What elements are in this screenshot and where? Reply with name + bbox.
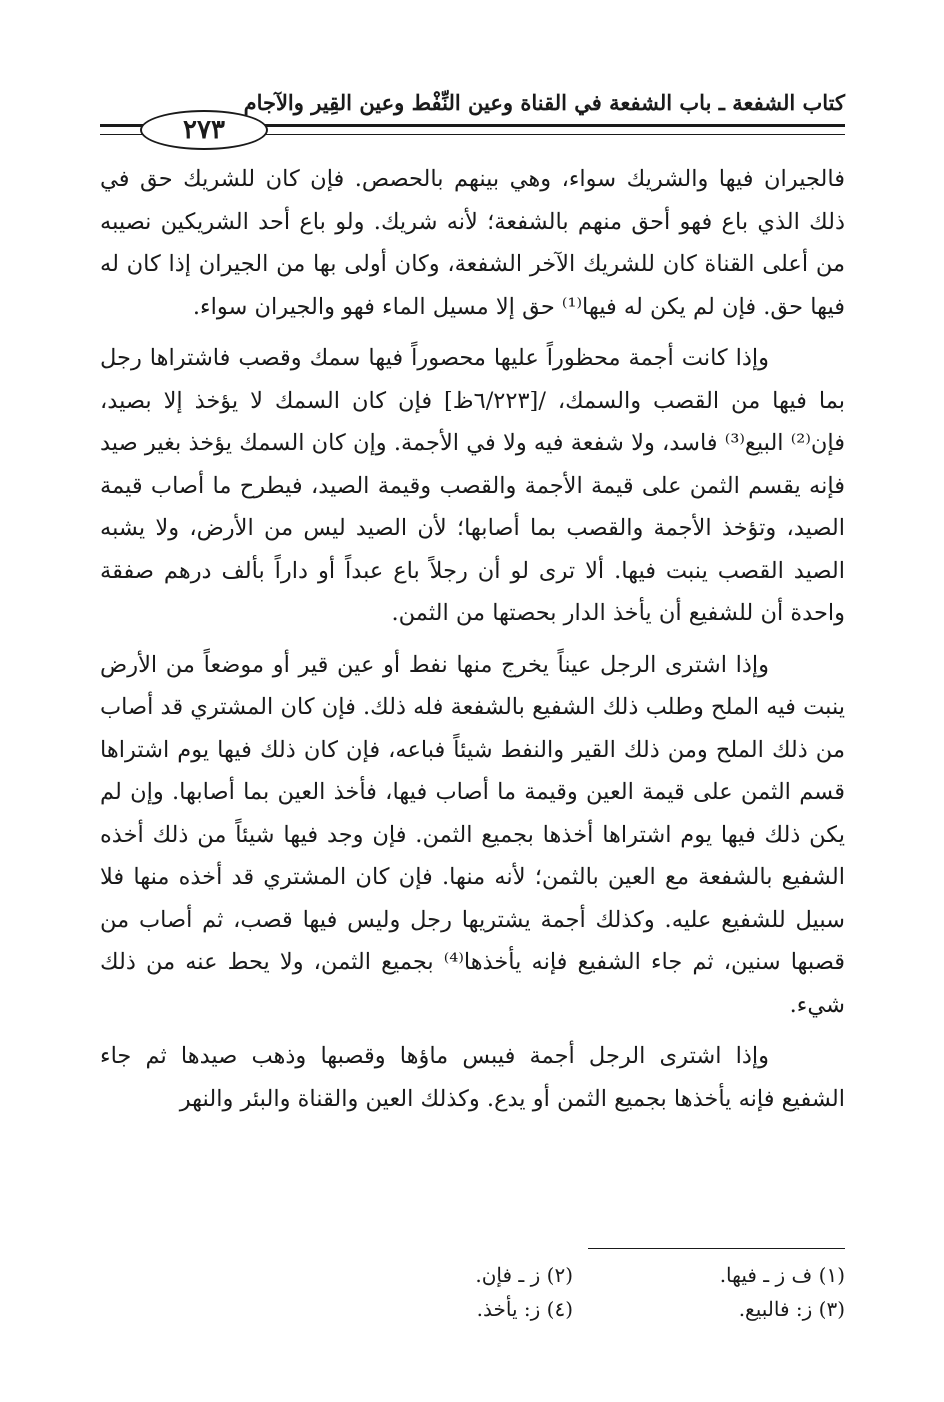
paragraph: وإذا اشترى الرجل عيناً يخرج منها نفط أو عين قير أو موضعاً من الأرض ينبت فيه الملح وطلب ذلك الشفيع بالشفعة فله ذلك. فإن كان المشتري قد أصاب من ذلك الملح ومن ذلك القير والنفط شيئاً فباعه، فإن كان ذلك فيها يوم اشتراها قسم الثمن على قيمة العين وقيمة ما أصاب فيها، فأخذ العين بما أصابها. وإن لم يكن ذلك فيها يوم اشتراها أخذها بجميع الثمن. فإن وجد فيها شيئاً من ذلك أخذه الشفيع بالشفعة مع العين بالثمن؛ لأنه منها. فإن كان المشتري قد أخذه منها فلا سبيل للشفيع عليه. وكذلك أجمة يشتريها رجل وليس فيها قصب، ثم أصاب من قصبها سنين، ثم جاء الشفيع فإنه يأخذها⁽⁴⁾ بجميع الثمن، ولا يحط عنه من ذلك شيء.	[100, 651, 845, 1018]
footnotes	[300, 1258, 845, 1326]
page-number	[140, 110, 268, 150]
paragraph: فالجيران فيها والشريك سواء، وهي بينهم بالحصص. فإن كان للشريك حق في ذلك الذي باع فهو أحق منهم بالشفعة؛ لأنه شريك. ولو باع أحد الشريكين نصيبه من أعلى القناة كان للشريك الآخر الشفعة، وكان أولى بها من الجيران إذا كان له فيها حق. فإن لم يكن له فيها⁽¹⁾ حق إلا مسيل الماء فهو والجيران سواء.	[100, 166, 845, 320]
footnote-rule	[588, 1248, 845, 1249]
footnote-2: (٢) ز ـ فإن.	[475, 1263, 573, 1287]
paragraph: وإذا كانت أجمة محظوراً عليها محصوراً فيها سمك وقصب فاشتراها رجل بما فيها من القصب والسمك، /[٦/٢٢٣ظ] فإن كان السمك لا يؤخذ إلا بصيد، فإن⁽²⁾ البيع⁽³⁾ فاسد، ولا شفعة فيه ولا في الأجمة. وإن كان السمك يؤخذ بغير صيد فإنه يقسم الثمن على قيمة الأجمة والقصب وقيمة الصيد، فيطرح ما أصاب قيمة الصيد، وتؤخذ الأجمة والقصب بما أصابها؛ لأن الصيد ليس من الأرض، ولا يشبه الصيد القصب ينبت فيها. ألا ترى لو أن رجلاً باع عبداً أو داراً بألف درهم صفقة واحدة أن للشفيع أن يأخذ الدار بحصتها من الثمن.	[100, 345, 845, 626]
footnote-row	[300, 1258, 845, 1292]
paragraph: وإذا اشترى الرجل أجمة فيبس ماؤها وقصبها وذهب صيدها ثم جاء الشفيع فإنه يأخذها بجميع الثمن أو يدع. وكذلك العين والقناة والبئر والنهر	[100, 1043, 845, 1112]
footnote-4: (٤) ز: يأخذ.	[476, 1297, 573, 1321]
footnote-row	[300, 1292, 845, 1326]
page-number-text: ٢٧٣	[183, 115, 225, 145]
footnote-1: (١) ف ز ـ فيها.	[719, 1263, 845, 1287]
body-text	[100, 158, 845, 1129]
running-title: كتاب الشفعة ـ باب الشفعة في القناة وعين النِّفْط وعين القِير والآجام	[243, 90, 845, 115]
footnote-3: (٣) ز: فالبيع.	[738, 1297, 845, 1321]
page-header	[100, 84, 845, 144]
